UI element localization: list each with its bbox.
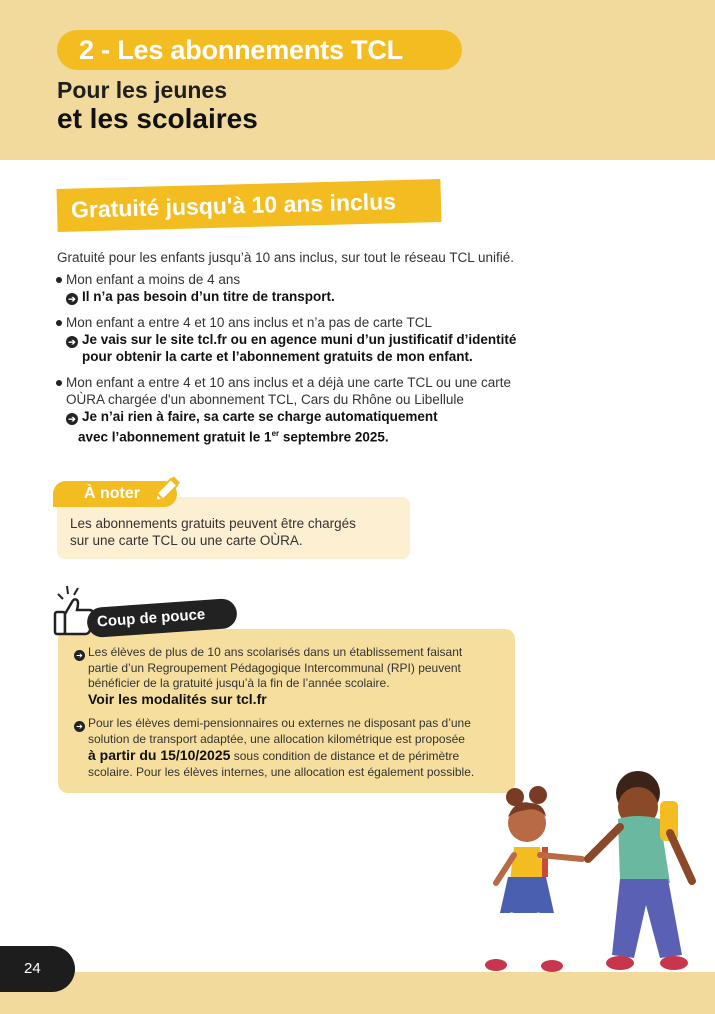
arrow-right-circle-icon: ➔: [66, 413, 78, 425]
subtitle-line-1: Pour les jeunes: [57, 77, 228, 103]
bullet-under-4: Mon enfant a moins de 4 ans: [56, 271, 240, 288]
note-text-line-2: sur une carte TCL ou une carte OÙRA.: [70, 533, 303, 548]
note-text-line-1: Les abonnements gratuits peuvent être chargés: [70, 516, 356, 531]
arrow-right-circle-icon: ➔: [66, 293, 78, 305]
arrow-right-circle-icon: ➔: [66, 336, 78, 348]
arrow-right-circle-icon: ➔: [74, 721, 85, 732]
bullet-dot-icon: [56, 277, 62, 283]
coup-p1-line2: partie d’un Regroupement Pédagogique Intercommunal (RPI) peuvent: [88, 661, 461, 675]
modalites-link[interactable]: Voir les modalités sur tcl.fr: [88, 691, 267, 707]
section-title: 2 - Les abonnements TCL: [57, 30, 462, 70]
coup-p2-line4: scolaire. Pour les élèves internes, une allocation est également possible.: [88, 765, 475, 779]
arrow-right-circle-icon: ➔: [74, 650, 85, 661]
answer-4-10-no-card-line2: pour obtenir la carte et l’abonnement gratuits de mon enfant.: [82, 349, 473, 364]
answer-4-10-with-card-line2: avec l’abonnement gratuit le 1er septembre 2025.: [78, 429, 389, 445]
intro-text: Gratuité pour les enfants jusqu’à 10 ans inclus, sur tout le réseau TCL unifié.: [57, 250, 515, 265]
page-number: 24: [0, 946, 75, 992]
bullet-dot-icon: [56, 320, 62, 326]
coup-p2-line3: à partir du 15/10/2025 sous condition de distance et de périmètre: [88, 747, 460, 763]
note-label: À noter: [53, 481, 177, 507]
coup-p1-line3: bénéficier de la gratuité jusqu’à la fin de l’année scolaire.: [88, 676, 390, 690]
subtitle-line-2: et les scolaires: [57, 103, 258, 134]
coup-p2-line1: Pour les élèves demi-pensionnaires ou externes ne disposant pas d’une: [88, 716, 471, 730]
answer-under-4: ➔ Il n’a pas besoin d’un titre de transport.: [66, 288, 335, 305]
coup-p2-line2: solution de transport adaptée, une allocation kilométrique est proposée: [88, 732, 465, 746]
answer-4-10-with-card: ➔ Je n’ai rien à faire, sa carte se charge automatiquement: [66, 408, 438, 425]
bullet-dot-icon: [56, 380, 62, 386]
bullet-4-10-with-card-line2: OÙRA chargée d'un abonnement TCL, Cars du Rhône ou Libellule: [66, 392, 464, 407]
bullet-4-10-with-card: Mon enfant a entre 4 et 10 ans inclus et a déjà une carte TCL ou une carte: [56, 374, 511, 391]
coup-de-pouce-label: Coup de pouce: [86, 598, 238, 638]
free-banner: Gratuité jusqu'à 10 ans inclus: [57, 179, 442, 232]
bullet-4-10-no-card: Mon enfant a entre 4 et 10 ans inclus et n’a pas de carte TCL: [56, 314, 432, 331]
answer-4-10-no-card: ➔ Je vais sur le site tcl.fr ou en agence muni d’un justificatif d’identité: [66, 331, 516, 348]
pencil-icon: [151, 472, 185, 506]
coup-p1-line1: Les élèves de plus de 10 ans scolarisés dans un établissement faisant: [88, 645, 463, 659]
children-illustration: [470, 755, 710, 980]
